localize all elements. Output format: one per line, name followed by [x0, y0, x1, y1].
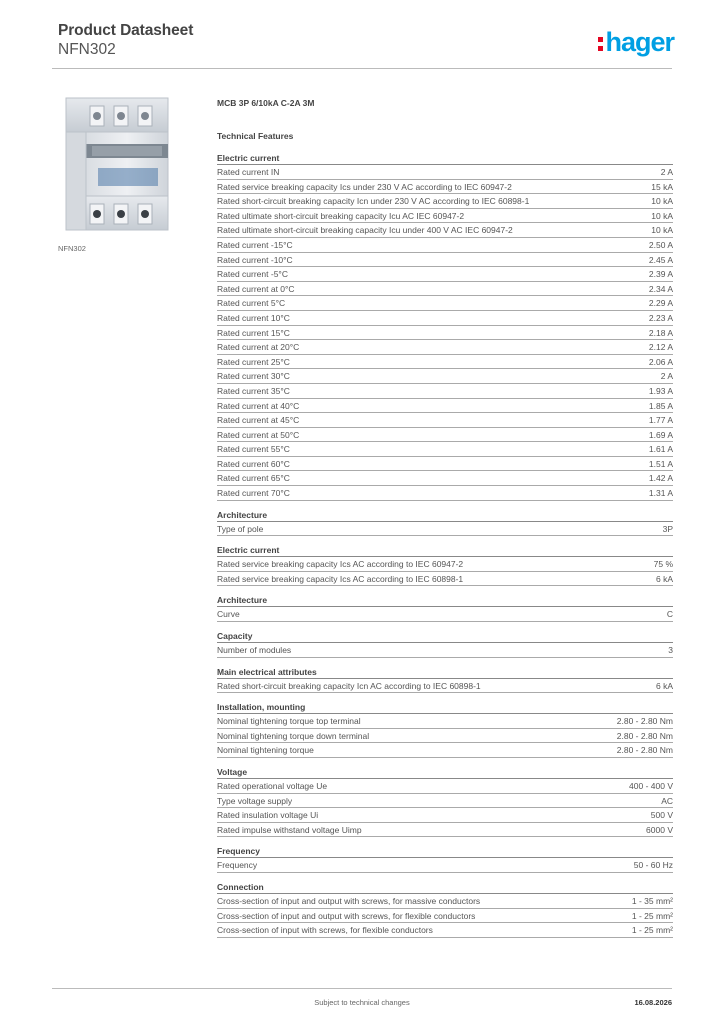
spec-section	[217, 881, 673, 938]
spec-row	[217, 858, 673, 873]
product-image	[58, 92, 206, 235]
spec-value: 2.80 - 2.80 Nm	[616, 716, 673, 727]
spec-section	[217, 509, 673, 537]
spec-label: Rated insulation voltage Ui	[217, 810, 319, 821]
spec-value: 2.39 A	[648, 269, 673, 280]
spec-value: 75 %	[653, 559, 673, 570]
spec-section	[217, 152, 673, 501]
section-title: Main electrical attributes	[217, 666, 673, 679]
spec-value: 1.77 A	[648, 415, 673, 426]
spec-row	[217, 340, 673, 355]
spec-label: Cross-section of input and output with screws, for flexible conductors	[217, 910, 476, 921]
section-title: Electric current	[217, 544, 673, 557]
spec-row	[217, 253, 673, 268]
spec-row	[217, 557, 673, 572]
image-caption: NFN302	[58, 244, 86, 253]
spec-row	[217, 909, 673, 924]
footer-note: Subject to technical changes	[314, 998, 410, 1007]
spec-value: 3	[668, 645, 673, 656]
spec-row	[217, 180, 673, 195]
section-title: Connection	[217, 881, 673, 894]
spec-section	[217, 544, 673, 586]
spec-label: Cross-section of input with screws, for flexible conductors	[217, 925, 433, 936]
hager-logo	[598, 27, 674, 57]
spec-value: 2 A	[660, 371, 673, 382]
spec-label: Rated service breaking capacity Ics under 230 V AC according to IEC 60947-2	[217, 181, 512, 192]
features-heading: Technical Features	[217, 131, 294, 141]
spec-value: 2.29 A	[648, 298, 673, 309]
spec-value: 2.12 A	[648, 342, 673, 353]
spec-label: Rated current at 40°C	[217, 400, 300, 411]
spec-value: 1.93 A	[648, 385, 673, 396]
spec-row	[217, 714, 673, 729]
spec-label: Rated current 5°C	[217, 298, 286, 309]
spec-value: 2.80 - 2.80 Nm	[616, 730, 673, 741]
spec-row	[217, 282, 673, 297]
spec-label: Cross-section of input and output with screws, for massive conductors	[217, 895, 481, 906]
spec-row	[217, 311, 673, 326]
footer-divider	[52, 988, 672, 989]
spec-label: Rated ultimate short-circuit breaking capacity Icu AC IEC 60947-2	[217, 210, 465, 221]
spec-row	[217, 607, 673, 622]
section-title: Installation, mounting	[217, 701, 673, 714]
spec-label: Rated current -10°C	[217, 254, 293, 265]
spec-section	[217, 594, 673, 622]
spec-row	[217, 165, 673, 180]
spec-row	[217, 238, 673, 253]
spec-row	[217, 808, 673, 823]
spec-row	[217, 355, 673, 370]
spec-label: Rated impulse withstand voltage Uimp	[217, 824, 362, 835]
header-divider	[52, 68, 672, 69]
spec-row	[217, 779, 673, 794]
spec-row	[217, 442, 673, 457]
spec-value: 1.31 A	[648, 488, 673, 499]
spec-value: C	[666, 609, 673, 620]
spec-row	[217, 369, 673, 384]
spec-row	[217, 296, 673, 311]
spec-row	[217, 194, 673, 209]
spec-label: Curve	[217, 609, 240, 620]
spec-value: 1 - 25 mm²	[631, 910, 673, 921]
spec-value: 1.85 A	[648, 400, 673, 411]
spec-label: Rated current -15°C	[217, 239, 293, 250]
spec-label: Number of modules	[217, 645, 292, 656]
spec-label: Rated current at 50°C	[217, 429, 300, 440]
spec-row	[217, 729, 673, 744]
spec-row	[217, 923, 673, 938]
spec-sections	[217, 152, 673, 938]
spec-value: 10 kA	[651, 196, 673, 207]
spec-label: Rated current 25°C	[217, 356, 290, 367]
spec-label: Rated current -5°C	[217, 269, 288, 280]
spec-row	[217, 413, 673, 428]
product-code: NFN302	[58, 41, 116, 58]
logo-dots-icon	[598, 37, 603, 51]
spec-value: 1 - 25 mm²	[631, 925, 673, 936]
product-name: MCB 3P 6/10kA C-2A 3M	[217, 98, 315, 108]
spec-label: Rated current 65°C	[217, 473, 290, 484]
section-title: Architecture	[217, 594, 673, 607]
spec-label: Rated short-circuit breaking capacity Icn under 230 V AC according to IEC 60898-1	[217, 196, 530, 207]
spec-label: Rated current 10°C	[217, 312, 290, 323]
spec-value: 6 kA	[655, 680, 673, 691]
spec-value: 3P	[662, 523, 673, 534]
spec-value: 1.42 A	[648, 473, 673, 484]
spec-label: Frequency	[217, 860, 258, 871]
spec-label: Rated ultimate short-circuit breaking capacity Icu under 400 V AC IEC 60947-2	[217, 225, 513, 236]
section-title: Electric current	[217, 152, 673, 165]
spec-row	[217, 486, 673, 501]
spec-label: Rated short-circuit breaking capacity Icn AC according to IEC 60898-1	[217, 680, 481, 691]
spec-label: Rated service breaking capacity Ics AC according to IEC 60947-2	[217, 559, 464, 570]
spec-label: Rated current 30°C	[217, 371, 290, 382]
datasheet-content	[217, 96, 673, 938]
spec-label: Rated current 35°C	[217, 385, 290, 396]
spec-value: 2.34 A	[648, 283, 673, 294]
circuit-breaker-icon	[58, 92, 206, 235]
section-title: Capacity	[217, 630, 673, 643]
spec-label: Nominal tightening torque down terminal	[217, 730, 370, 741]
spec-label: Rated current at 20°C	[217, 342, 300, 353]
section-title: Frequency	[217, 845, 673, 858]
spec-label: Rated current IN	[217, 167, 280, 177]
spec-section	[217, 766, 673, 837]
spec-value: 1.61 A	[648, 444, 673, 455]
spec-row	[217, 522, 673, 537]
spec-row	[217, 823, 673, 838]
spec-section	[217, 845, 673, 873]
spec-section	[217, 666, 673, 694]
spec-row	[217, 679, 673, 694]
spec-value: 400 - 400 V	[629, 781, 673, 791]
spec-label: Nominal tightening torque top terminal	[217, 716, 361, 727]
spec-value: 2.50 A	[648, 239, 673, 250]
spec-value: 2.06 A	[648, 356, 673, 367]
spec-row	[217, 572, 673, 587]
spec-label: Rated current 60°C	[217, 458, 290, 469]
spec-label: Rated current at 0°C	[217, 283, 295, 294]
spec-label: Type voltage supply	[217, 795, 293, 806]
spec-row	[217, 267, 673, 282]
spec-row	[217, 743, 673, 758]
spec-row	[217, 894, 673, 909]
spec-label: Rated current 15°C	[217, 327, 290, 338]
spec-value: 2.23 A	[648, 312, 673, 323]
spec-section	[217, 701, 673, 758]
spec-section	[217, 630, 673, 658]
footer-date: 16.08.2026	[634, 998, 672, 1007]
spec-label: Rated current 55°C	[217, 444, 290, 455]
spec-value: AC	[661, 795, 673, 806]
section-title: Voltage	[217, 766, 673, 779]
spec-label: Rated operational voltage Ue	[217, 781, 328, 791]
spec-row	[217, 428, 673, 443]
spec-row	[217, 471, 673, 486]
spec-value: 1 - 35 mm²	[631, 895, 673, 906]
spec-value: 10 kA	[651, 225, 673, 236]
spec-value: 2.45 A	[648, 254, 673, 265]
spec-value: 1.69 A	[648, 429, 673, 440]
spec-row	[217, 399, 673, 414]
spec-value: 10 kA	[651, 210, 673, 221]
spec-value: 15 kA	[651, 181, 673, 192]
spec-value: 2 A	[660, 167, 673, 177]
spec-value: 6 kA	[655, 573, 673, 584]
spec-value: 2.18 A	[648, 327, 673, 338]
spec-value: 500 V	[650, 810, 673, 821]
spec-label: Rated current 70°C	[217, 488, 290, 499]
spec-label: Type of pole	[217, 523, 264, 534]
section-title: Architecture	[217, 509, 673, 522]
spec-label: Rated current at 45°C	[217, 415, 300, 426]
spec-row	[217, 384, 673, 399]
spec-label: Rated service breaking capacity Ics AC according to IEC 60898-1	[217, 573, 464, 584]
page-title: Product Datasheet	[58, 22, 194, 39]
spec-row	[217, 794, 673, 809]
spec-value: 6000 V	[646, 824, 673, 835]
header	[58, 22, 193, 59]
spec-row	[217, 643, 673, 658]
spec-value: 1.51 A	[648, 458, 673, 469]
spec-value: 50 - 60 Hz	[633, 860, 673, 871]
spec-value: 2.80 - 2.80 Nm	[616, 745, 673, 756]
spec-row	[217, 457, 673, 472]
logo-text: hager	[605, 27, 674, 57]
spec-label: Nominal tightening torque	[217, 745, 314, 756]
spec-row	[217, 209, 673, 224]
spec-row	[217, 326, 673, 341]
spec-row	[217, 223, 673, 238]
